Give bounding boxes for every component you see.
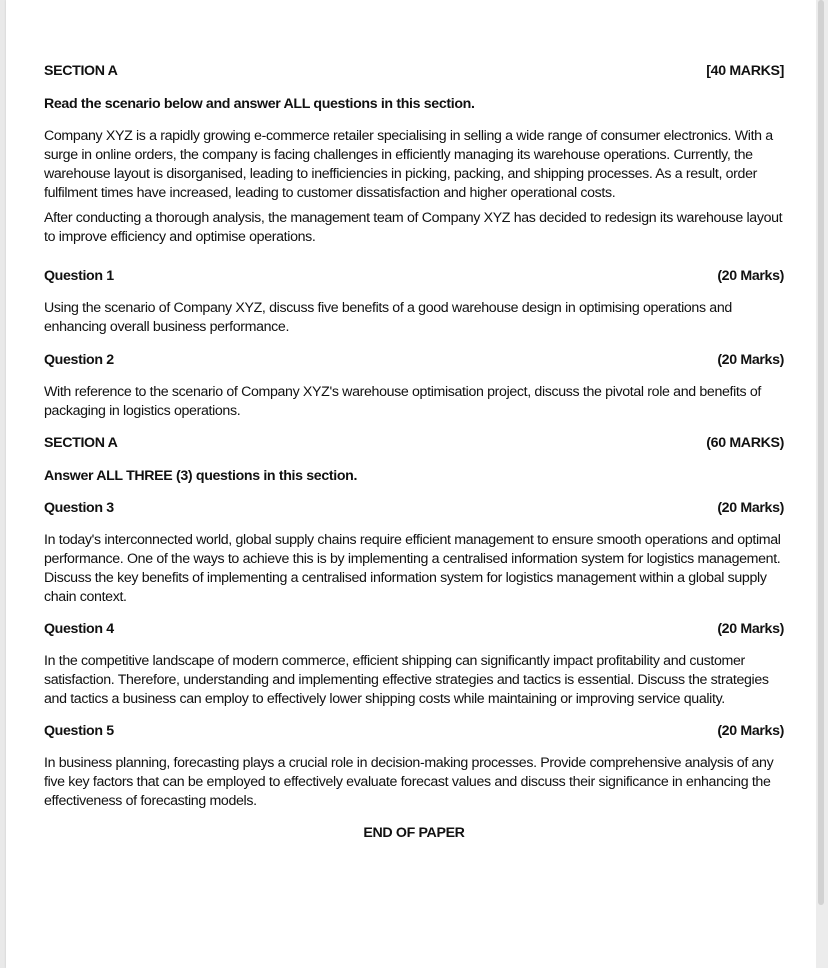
section-a-instruction: Read the scenario below and answer ALL questions in this section. bbox=[44, 96, 475, 112]
section-a-marks: [40 MARKS] bbox=[706, 63, 784, 79]
end-of-paper: END OF PAPER bbox=[363, 825, 465, 841]
question-3-header bbox=[44, 499, 784, 518]
question-5-text: In business planning, forecasting plays a crucial role in decision-making processes. Provide comprehensive analysis of any five key factors that can be employed to effectively evaluate forecast values and discuss their significance in enhancing the effectiveness of forecasting models. bbox=[44, 755, 774, 809]
question-1-text: Using the scenario of Company XYZ, discuss five benefits of a good warehouse design in optimising operations and enhancing overall business performance. bbox=[44, 300, 732, 335]
question-1-header bbox=[44, 267, 784, 286]
question-4-marks: (20 Marks) bbox=[717, 621, 784, 637]
section-b-header bbox=[44, 434, 784, 453]
scenario-paragraph-2: After conducting a thorough analysis, the management team of Company XYZ has decided to redesign its warehouse layout to improve efficiency and optimise operations. bbox=[44, 210, 783, 245]
section-a-header bbox=[44, 62, 784, 81]
question-3-marks: (20 Marks) bbox=[717, 500, 784, 516]
question-5-header bbox=[44, 722, 784, 741]
scenario-paragraph-1: Company XYZ is a rapidly growing e-commerce retailer specialising in selling a wide range of consumer electronics. With a surge in online orders, the company is facing challenges in efficiently managing its warehouse operations. Currently, the warehouse layout is disorganised, leading to inefficiencies in picking, packing, and shipping processes. As a result, order fulfilment times have increased, leading to customer dissatisfaction and higher operational costs. bbox=[44, 128, 773, 201]
question-2-label: Question 2 bbox=[44, 352, 114, 368]
question-3-text: In today's interconnected world, global supply chains require efficient management to ensure smooth operations and optimal performance. One of the ways to achieve this is by implementing a centralised information system for logistics management. Discuss the key benefits of implementing a centralised information system for logistics management within a global supply chain context. bbox=[44, 532, 781, 605]
question-5-marks: (20 Marks) bbox=[717, 723, 784, 739]
question-4-header bbox=[44, 620, 784, 639]
question-2-header bbox=[44, 351, 784, 370]
question-4-label: Question 4 bbox=[44, 621, 114, 637]
question-2-text: With reference to the scenario of Company XYZ's warehouse optimisation project, discuss the pivotal role and benefits of packaging in logistics operations. bbox=[44, 384, 761, 419]
section-b-marks: (60 MARKS) bbox=[706, 435, 784, 451]
section-b-instruction: Answer ALL THREE (3) questions in this section. bbox=[44, 468, 358, 484]
question-5-label: Question 5 bbox=[44, 723, 114, 739]
section-b-title: SECTION A bbox=[44, 435, 118, 451]
scrollbar-thumb[interactable] bbox=[818, 0, 824, 905]
question-2-marks: (20 Marks) bbox=[717, 352, 784, 368]
exam-content bbox=[44, 62, 784, 843]
question-1-label: Question 1 bbox=[44, 268, 114, 284]
section-a-title: SECTION A bbox=[44, 63, 118, 79]
question-3-label: Question 3 bbox=[44, 500, 114, 516]
question-1-marks: (20 Marks) bbox=[717, 268, 784, 284]
question-4-text: In the competitive landscape of modern commerce, efficient shipping can significantly impact profitability and customer satisfaction. Therefore, understanding and implementing effective strategies and tactics is essential. Discuss the strategies and tactics a business can employ to effectively lower shipping costs while maintaining or improving service quality. bbox=[44, 653, 769, 707]
